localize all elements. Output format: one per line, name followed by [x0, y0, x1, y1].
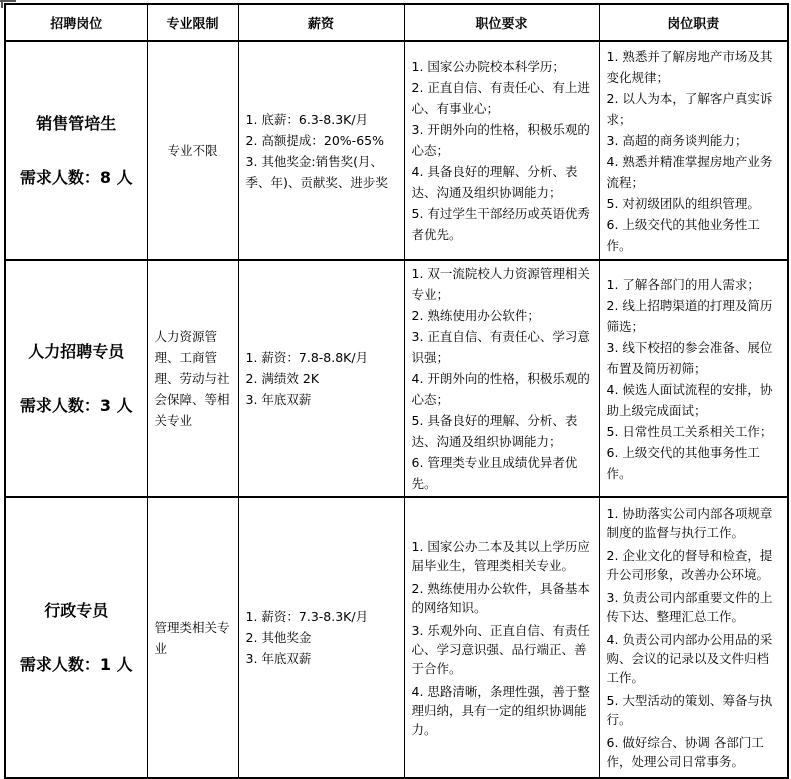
list-item: 5. 具备良好的理解、分析、表达、沟通及组织协调能力；	[411, 413, 578, 449]
list-item: 2. 企业文化的督导和检查，提升公司形象，改善办公环境。	[606, 548, 773, 582]
list-item: 1. 国家公办院校本科学历；	[411, 59, 565, 74]
list-item: 4. 具备良好的理解、分析、表达、沟通及组织协调能力；	[411, 164, 578, 200]
list-item: 2. 熟练使用办公软件，具备基本的网络知识。	[411, 580, 590, 615]
recruitment-table	[4, 3, 789, 779]
list-item: 2. 正直自信、有责任心、有上进心、有事业心；	[411, 80, 590, 116]
list-item: 3. 负责公司内部重要文件的上传下达、整理汇总工作。	[606, 590, 773, 624]
position-title: 人力招聘专员	[28, 341, 125, 361]
list-item: 4. 候选人面试流程的安排，协助上级完成面试；	[606, 381, 773, 418]
list-item: 1. 双一流院校人力资源管理相关专业；	[411, 266, 590, 302]
cell-major-3: 管理类相关专业	[147, 497, 238, 778]
column-header-requirements: 职位要求	[404, 4, 599, 41]
list-item: 4. 熟悉并精准掌握房地产业务流程；	[606, 153, 773, 190]
list-item: 5. 有过学生干部经历或英语优秀者优先。	[411, 206, 590, 242]
list-item: 3. 正直自信、有责任心、学习意识强；	[411, 329, 590, 365]
list-item: 1. 国家公办二本及其以上学历应届毕业生，管理类相关专业。	[411, 538, 590, 573]
cell-position-2	[5, 260, 147, 497]
list-item: 5. 日常性员工关系相关工作；	[606, 423, 773, 439]
list-item: 1. 熟悉并了解房地产市场及其变化规律；	[606, 48, 773, 85]
position-title: 销售管培生	[36, 113, 117, 133]
list-item: 1. 薪资：7.3-8.3K/月	[245, 609, 369, 624]
list-item: 4. 负责公司内部办公用品的采购、会议的记录以及文件归档工作。	[606, 632, 773, 685]
list-item: 1. 了解各部门的用人需求；	[606, 276, 760, 292]
list-item: 1. 底薪：6.3-8.3K/月	[245, 111, 369, 127]
column-header-salary: 薪资	[238, 4, 404, 41]
list-item: 4. 开朗外向的性格，积极乐观的心态；	[411, 371, 590, 407]
list-item: 6. 上级交代的其他业务性工作。	[606, 216, 760, 253]
list-item: 2. 满绩效 2K	[245, 371, 320, 386]
column-header-duties: 岗位职责	[599, 4, 788, 41]
position-title: 行政专员	[44, 600, 109, 620]
column-header-major: 专业限制	[147, 4, 238, 41]
list-item: 3. 年底双薪	[245, 392, 312, 407]
cell-requirements-3	[404, 497, 599, 778]
list-item: 6. 做好综合、协调 各部门工作，处理公司日常事务。	[606, 735, 764, 769]
list-item: 2. 以人为本，了解客户真实诉求；	[606, 90, 773, 127]
cell-position-3	[5, 497, 147, 778]
list-item: 5. 大型活动的策划、筹备与执行。	[606, 693, 773, 727]
list-item: 3. 年底双薪	[245, 651, 312, 666]
list-item: 5. 对初级团队的组织管理。	[606, 195, 760, 211]
cell-salary-1	[238, 41, 404, 260]
list-item: 3. 乐观外向、正直自信、有责任心、学习意识强、品行端正、善于合作。	[411, 622, 590, 676]
cell-duties-2	[599, 260, 788, 497]
cell-requirements-2	[404, 260, 599, 497]
cell-duties-1	[599, 41, 788, 260]
table-row	[5, 41, 788, 260]
list-item: 3. 开朗外向的性格，积极乐观的心态；	[411, 122, 590, 158]
list-item: 3. 其他奖金:销售奖(月、季、年)、贡献奖、进步奖	[245, 153, 388, 190]
list-item: 2. 高额提成：20%-65%	[245, 132, 384, 148]
cell-major-2: 人力资源管理、工商管理、劳动与社会保障、等相关专业	[147, 260, 238, 497]
list-item: 3. 线下校招的参会准备、展位布置及简历初筛；	[606, 339, 773, 376]
list-item: 6. 上级交代的其他事务性工作。	[606, 444, 760, 481]
list-item: 3. 高超的商务谈判能力；	[606, 132, 748, 148]
position-headcount: 需求人数：3 人	[19, 395, 133, 415]
cell-requirements-1	[404, 41, 599, 260]
list-item: 1. 薪资：7.8-8.8K/月	[245, 350, 369, 365]
list-item: 4. 思路清晰，条理性强，善于整理归纳，具有一定的组织协调能力。	[411, 683, 590, 737]
list-item: 2. 熟练使用办公软件；	[411, 308, 540, 323]
table-row	[5, 260, 788, 497]
cell-salary-3	[238, 497, 404, 778]
crop-corner-mark	[1, 0, 3, 8]
cell-major-1: 专业不限	[147, 41, 238, 260]
position-headcount: 需求人数：8 人	[19, 167, 133, 187]
table-row	[5, 497, 788, 778]
list-item: 6. 管理类专业且成绩优异者优先。	[411, 455, 578, 491]
table-header-row	[5, 4, 788, 41]
cell-duties-3	[599, 497, 788, 778]
cell-salary-2	[238, 260, 404, 497]
cell-position-1	[5, 41, 147, 260]
list-item: 2. 线上招聘渠道的打理及简历筛选；	[606, 297, 773, 334]
position-headcount: 需求人数：1 人	[19, 654, 133, 674]
list-item: 2. 其他奖金	[245, 630, 312, 645]
list-item: 1. 协助落实公司内部各项规章制度的监督与执行工作。	[606, 506, 773, 540]
column-header-position: 招聘岗位	[5, 4, 147, 41]
